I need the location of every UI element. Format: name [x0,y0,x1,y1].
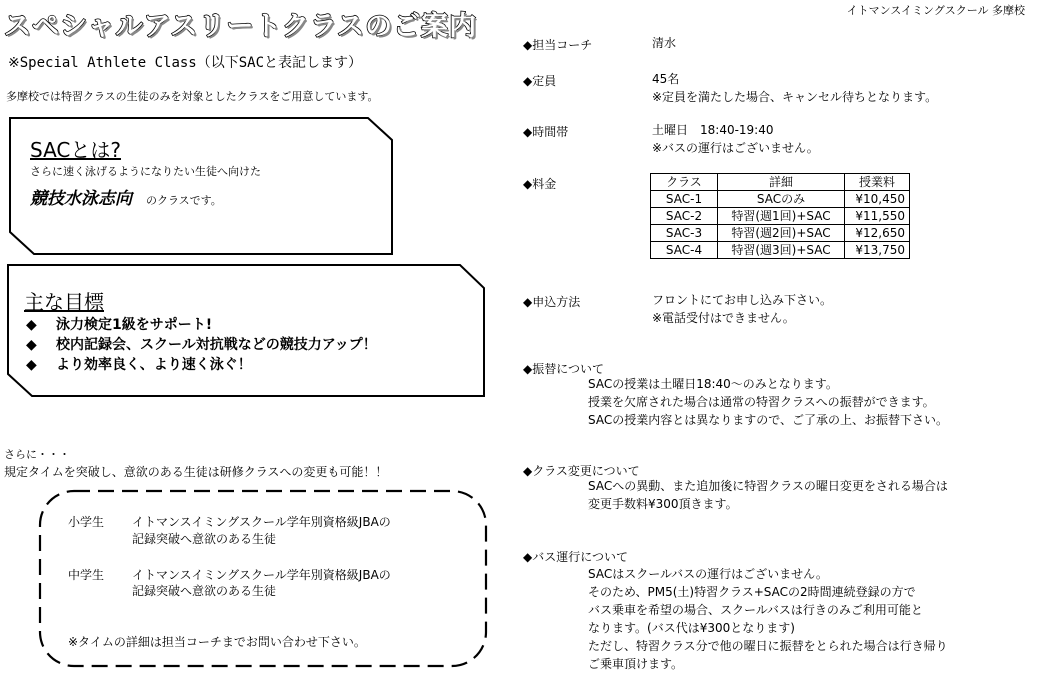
apply-value: フロントにてお申し込み下さい。 [652,293,833,307]
transfer-line: SACの授業は土曜日18:40～のみとなります。 [588,377,838,391]
class-change-body [588,477,948,513]
intro-text: 多摩校では特習クラスの生徒のみを対象としたクラスをご用意しています。 [6,90,379,103]
goals-heading: 主な目標 [24,290,104,314]
transfer-label: ◆振替について [523,362,604,376]
table-row [651,208,910,225]
apply-note: ※電話受付はできません。 [652,311,795,325]
apply-label: ◆申込方法 [523,295,581,309]
eligibility-text-elementary-2: 記録突破へ意欲のある生徒 [132,532,277,546]
capacity-value: 45名 [652,72,680,86]
coach-label: ◆担当コーチ [523,38,593,52]
capacity-note: ※定員を満たした場合、キャンセル待ちとなります。 [652,90,938,104]
bus-line: ご乗車頂けます。 [588,657,684,671]
fee-detail: 特習(週2回)+SAC [718,225,845,242]
class-change-line: SACへの異動、また追加後に特習クラスの曜日変更をされる場合は [588,479,948,493]
time-label: ◆時間帯 [523,125,569,139]
sac-heading: SACとは? [30,138,121,162]
table-row [651,225,910,242]
fee-header-class: クラス [651,174,718,191]
class-change-label: ◆クラス変更について [523,464,640,478]
goal-text: 泳力検定1級をサポート! [56,317,213,333]
school-name: イトマンスイミングスクール 多摩校 [846,4,1025,17]
fee-price: ¥11,550 [845,208,910,225]
fee-price: ¥13,750 [845,242,910,259]
transfer-body [588,375,948,429]
time-value: 土曜日 18:40-19:40 [652,123,774,137]
diamond-bullet-icon: ◆ [26,317,37,333]
eligibility-text-elementary-1: イトマンスイミングスクール学年別資格級JBAの [132,515,391,529]
bus-label: ◆バス運行について [523,550,628,564]
goal-text: 校内記録会、スクール対抗戦などの競技力アップ！ [56,337,377,353]
class-change-line: 変更手数料¥300頂きます。 [588,497,738,511]
fee-detail: 特習(週3回)+SAC [718,242,845,259]
fee-label: ◆料金 [523,177,557,191]
coach-value: 清水 [652,36,677,50]
goal-item [26,314,212,334]
more-intro: さらに・・・ [4,448,70,461]
table-row [651,242,910,259]
page-subtitle: ※Special Athlete Class（以下SACと表記します） [8,55,363,71]
fee-table [650,173,910,259]
bus-line: バス乗車を希望の場合、スクールバスは行きのみご利用可能と [588,603,923,617]
fee-detail: 特習(週1回)+SAC [718,208,845,225]
bus-line: なります。(バス代は¥300となります) [588,621,795,635]
more-text: 規定タイムを突破し、意欲のある生徒は研修クラスへの変更も可能！！ [4,465,388,479]
eligibility-note: ※タイムの詳細は担当コーチまでお問い合わせ下さい。 [68,635,366,649]
sac-suffix: のクラスです。 [146,194,222,207]
diamond-bullet-icon: ◆ [26,337,37,353]
bus-line: ただし、特習クラス分で他の曜日に振替をとられた場合は行き帰り [588,639,948,653]
eligibility-text-junior-high-2: 記録突破へ意欲のある生徒 [132,584,277,598]
fee-table-header [651,174,910,191]
bus-body [588,565,948,673]
eligibility-text-junior-high-1: イトマンスイミングスクール学年別資格級JBAの [132,568,391,582]
fee-price: ¥10,450 [845,191,910,208]
goal-item [26,334,377,354]
diamond-bullet-icon: ◆ [26,357,37,373]
sac-emphasis: 競技水泳志向 [30,189,132,209]
transfer-line: 授業を欠席された場合は通常の特習クラスへの振替ができます。 [588,395,935,409]
bus-line: SACはスクールバスの運行はございません。 [588,567,828,581]
goal-item [26,354,252,374]
goal-text: より効率良く、より速く泳ぐ！ [56,357,252,373]
fee-price: ¥12,650 [845,225,910,242]
fee-detail: SACのみ [718,191,845,208]
fee-class: SAC-3 [651,225,718,242]
sac-emphasis-line [30,184,222,209]
fee-class: SAC-2 [651,208,718,225]
bus-line: そのため、PM5(土)特習クラス+SACの2時間連続登録の方で [588,585,916,599]
table-row [651,191,910,208]
time-note: ※バスの運行はございません。 [652,141,819,155]
fee-header-price: 授業料 [845,174,910,191]
sac-description: さらに速く泳げるようになりたい生徒へ向けた [30,165,261,178]
transfer-line: SACの授業内容とは異なりますので、ご了承の上、お振替下さい。 [588,413,948,427]
fee-header-detail: 詳細 [718,174,845,191]
page-title: スペシャルアスリートクラスのご案内 [4,11,478,42]
fee-class: SAC-1 [651,191,718,208]
eligibility-label-elementary: 小学生 [68,515,105,529]
capacity-label: ◆定員 [523,74,557,88]
eligibility-label-junior-high: 中学生 [68,568,105,582]
fee-class: SAC-4 [651,242,718,259]
